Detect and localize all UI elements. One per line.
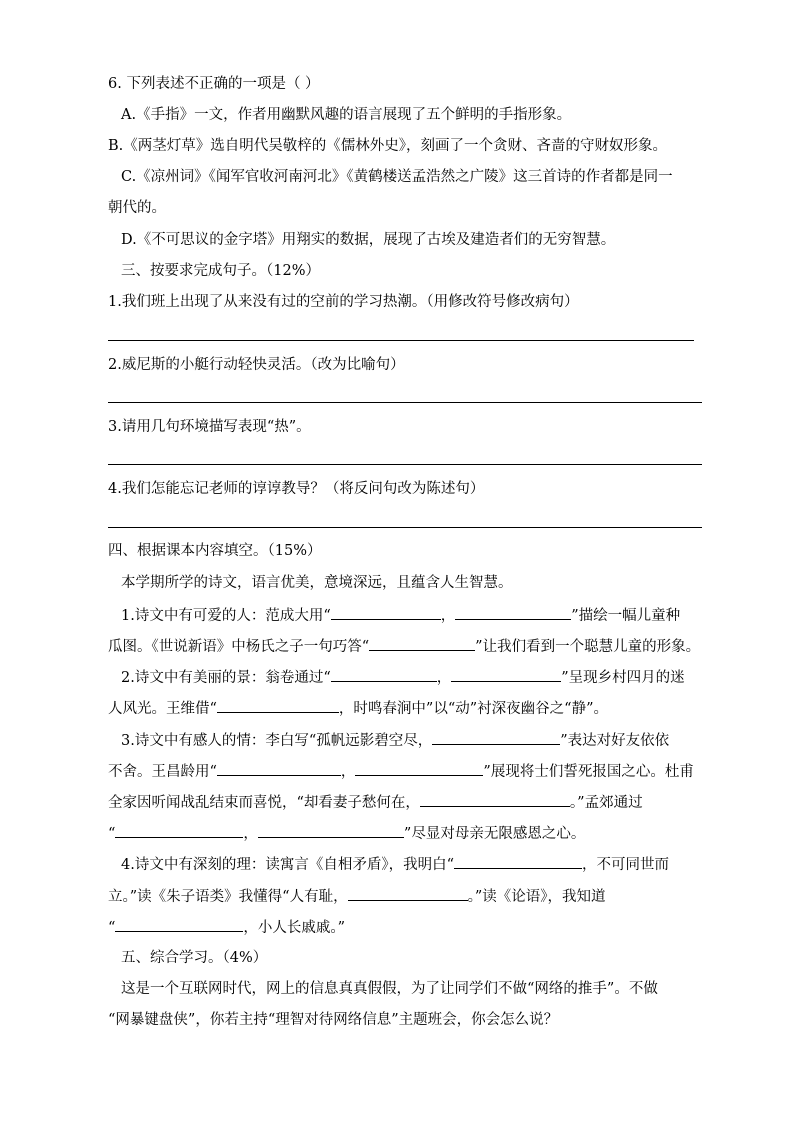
s4-text: 人风光。王维借“ [108, 701, 217, 717]
s4-intro: 本学期所学的诗文，语言优美，意境深远，且蕴含人生智慧。 [121, 575, 513, 591]
s3-question-4: 4.我们怎能忘记老师的谆谆教导？（将反问句改为陈述句） [108, 481, 485, 497]
s4-text: ， [436, 670, 452, 686]
s4-text: 。”读《论语》，我知道 [467, 889, 606, 905]
s4-item-3-line-3 [108, 791, 643, 813]
fill-blank[interactable] [451, 666, 561, 682]
answer-line-2[interactable] [108, 402, 702, 403]
s4-text: ”展现将士们誓死报国之心。杜甫 [483, 764, 694, 780]
fill-blank[interactable] [420, 791, 570, 807]
s4-item-3-line-4 [108, 822, 585, 844]
s4-text: 不舍。王昌龄用“ [108, 764, 217, 780]
answer-line-4[interactable] [108, 527, 702, 528]
s4-item-4-line-2 [108, 885, 606, 907]
s4-text: ”描绘一幅儿童种 [571, 608, 681, 624]
q6-option-c-cont: 朝代的。 [108, 200, 166, 216]
answer-line-3[interactable] [108, 464, 702, 465]
fill-blank[interactable] [258, 822, 404, 838]
s5-paragraph-line-2: “网暴键盘侠”，你若主持“理智对待网络信息”主题班会，你会怎么说？ [108, 1012, 559, 1028]
fill-blank[interactable] [217, 697, 339, 713]
fill-blank[interactable] [217, 760, 341, 776]
s4-text: ， [243, 826, 258, 842]
s4-item-1-line-1 [121, 604, 680, 626]
s3-question-1: 1.我们班上出现了从来没有过的空前的学习热潮。（用修改符号修改病句） [108, 294, 579, 310]
s4-text: 1.诗文中有可爱的人：范成大用“ [121, 608, 331, 624]
s3-question-3: 3.请用几句环境描写表现“热”。 [108, 419, 311, 435]
fill-blank[interactable] [331, 666, 437, 682]
fill-blank[interactable] [455, 604, 571, 620]
fill-blank[interactable] [369, 635, 475, 651]
q6-option-a: A.《手指》一文，作者用幽默风趣的语言展现了五个鲜明的手指形象。 [121, 107, 572, 123]
s4-item-4-line-1 [121, 853, 669, 875]
fill-blank[interactable] [115, 916, 243, 932]
s5-paragraph-line-1: 这是一个互联网时代，网上的信息真真假假，为了让同学们不做“网络的推手”。不做 [121, 981, 658, 997]
s4-text: ”让我们看到一个聪慧儿童的形象。 [475, 639, 701, 655]
s4-text: 4.诗文中有深刻的理：读寓言《自相矛盾》，我明白“ [121, 857, 454, 873]
answer-line-1[interactable] [108, 340, 694, 341]
s4-text: ，小人长戚戚。” [243, 920, 346, 936]
s4-text: 立。”读《朱子语类》我懂得“人有耻， [108, 889, 348, 905]
q6-option-b: B.《两茎灯草》选自明代吴敬梓的《儒林外史》，刻画了一个贪财、吝啬的守财奴形象。 [108, 138, 668, 154]
s4-item-2-line-2 [108, 697, 608, 719]
s4-item-2-line-1 [121, 666, 685, 688]
section-3-title: 三、按要求完成句子。（12%） [121, 263, 320, 279]
fill-blank[interactable] [454, 853, 582, 869]
fill-blank[interactable] [432, 729, 560, 745]
s4-text: 全家因听闻战乱结束而喜悦，“却看妻子愁何在， [108, 795, 420, 811]
s4-text: “ [108, 826, 116, 842]
s4-item-3-line-2 [108, 760, 694, 782]
s4-item-3-line-1 [121, 729, 669, 751]
s4-text: ”呈现乡村四月的迷 [561, 670, 685, 686]
s4-text: ，不可同世而 [582, 857, 669, 873]
s3-question-2: 2.威尼斯的小艇行动轻快灵活。（改为比喻句） [108, 357, 405, 373]
s4-item-4-line-3 [108, 916, 345, 938]
fill-blank[interactable] [355, 760, 483, 776]
s4-text: ， [440, 608, 456, 624]
fill-blank[interactable] [115, 822, 243, 838]
s4-text: 3.诗文中有感人的情：李白写“孤帆远影碧空尽， [121, 733, 433, 749]
s4-text: 。”孟郊通过 [569, 795, 643, 811]
q6-option-d: D.《不可思议的金字塔》用翔实的数据，展现了古埃及建造者们的无穷智慧。 [121, 232, 616, 248]
s4-text: 2.诗文中有美丽的景：翁卷通过“ [121, 670, 331, 686]
fill-blank[interactable] [348, 885, 468, 901]
q6-stem: 6. 下列表述不正确的一项是（ ） [108, 76, 320, 92]
s4-text: “ [108, 920, 116, 936]
section-5-title: 五、综合学习。（4%） [121, 950, 268, 966]
s4-text: ，时鸣春涧中”以“动”衬深夜幽谷之“静”。 [338, 701, 608, 717]
s4-text: ， [340, 764, 356, 780]
s4-item-1-line-2 [108, 635, 700, 657]
section-4-title: 四、根据课本内容填空。（15%） [108, 543, 322, 559]
q6-option-c: C.《凉州词》《闻军官收河南河北》《黄鹤楼送孟浩然之广陵》这三首诗的作者都是同一 [121, 169, 673, 185]
s4-text: ”尽显对母亲无限感恩之心。 [403, 826, 586, 842]
fill-blank[interactable] [331, 604, 441, 620]
s4-text: 瓜图。《世说新语》中杨氏之子一句巧答“ [108, 639, 370, 655]
s4-text: ”表达对好友依依 [560, 733, 670, 749]
